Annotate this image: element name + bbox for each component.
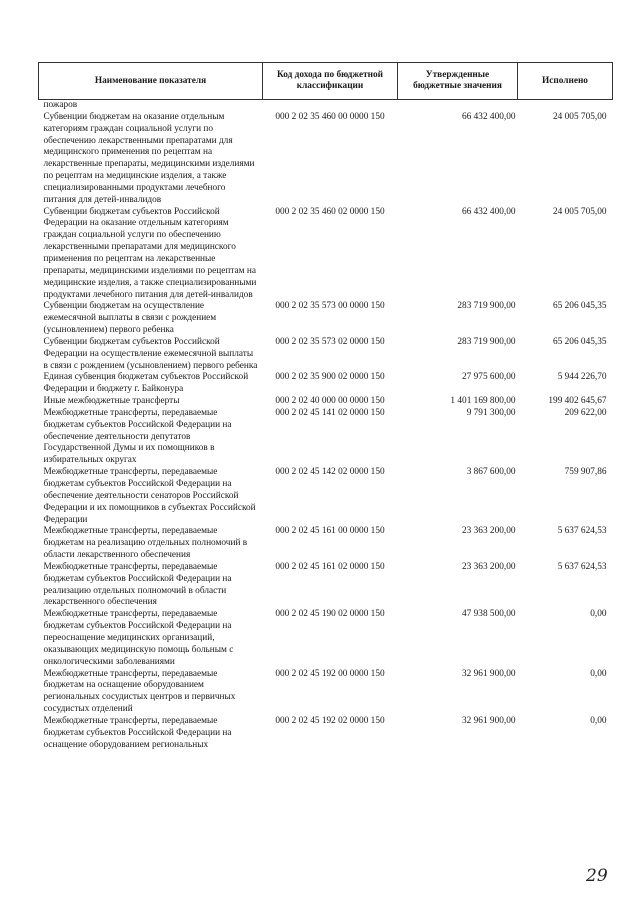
- row-approved-cell: 9 791 300,00: [466, 407, 516, 418]
- row-name-cell: Межбюджетные трансферты, передаваемые бюджетам на оснащение оборудованием региональных сосудистых центров и первичных сосудистых отделений: [43, 668, 236, 715]
- row-approved-cell: 47 938 500,00: [462, 609, 516, 620]
- row-code-cell: 000 2 02 45 161 02 0000 150: [275, 561, 385, 572]
- row-executed-cell: 209 622,00: [564, 407, 607, 418]
- row-approved-cell: 32 961 900,00: [462, 715, 516, 726]
- row-name-cell: Межбюджетные трансферты, передаваемые бюджетам субъектов Российской Федерации на переоснащение медицинских организаций, оказывающих медицинскую помощь больным с онкологическими заболеваниями: [43, 609, 234, 667]
- row-approved-cell: 283 719 900,00: [457, 301, 516, 312]
- table-row: [39, 562, 613, 609]
- row-approved-cell: 66 432 400,00: [462, 206, 516, 217]
- header-code: Код дохода по бюджетной классификации: [263, 63, 398, 100]
- row-executed-cell: 5 637 624,53: [557, 526, 607, 537]
- table-row: [39, 100, 613, 112]
- row-executed-cell: 65 206 045,35: [553, 336, 607, 347]
- table-row: [39, 337, 613, 373]
- row-name-cell: Межбюджетные трансферты, передаваемые бюджетам субъектов Российской Федерации на реализацию отдельных полномочий в области лекарственного обеспечения: [43, 561, 232, 608]
- table-row: [39, 372, 613, 396]
- row-name-cell: Единая субвенция бюджетам субъектов Российской Федерации и бюджету г. Байконура: [43, 372, 249, 395]
- row-code-cell: 000 2 02 35 573 02 0000 150: [275, 336, 385, 347]
- table-row: [39, 396, 613, 408]
- row-approved-cell: 23 363 200,00: [462, 526, 516, 537]
- row-code-cell: 000 2 02 40 000 00 0000 150: [275, 396, 385, 407]
- row-name-cell: Субвенции бюджетам на осуществление ежемесячной выплаты в связи с рождением (усыновлением) первого ребенка: [43, 301, 217, 336]
- row-name-cell: пожаров: [43, 100, 78, 110]
- row-code-cell: 000 2 02 45 190 02 0000 150: [275, 609, 385, 620]
- row-code-cell: 000 2 02 35 900 02 0000 150: [275, 372, 385, 383]
- row-executed-cell: 759 907,86: [564, 467, 607, 478]
- row-executed-cell: 0,00: [590, 715, 607, 726]
- row-executed-cell: 199 402 645,67: [548, 396, 607, 407]
- table-row: [39, 716, 613, 752]
- header-name: Наименование показателя: [39, 63, 263, 100]
- row-approved-cell: 1 401 169 800,00: [450, 396, 516, 407]
- table-row: [39, 467, 613, 526]
- table-row: [39, 301, 613, 337]
- row-approved-cell: 27 975 600,00: [462, 372, 516, 383]
- table-row: [39, 609, 613, 668]
- table-header: [39, 63, 613, 100]
- table-row: [39, 669, 613, 716]
- row-executed-cell: 5 944 226,70: [557, 372, 607, 383]
- row-executed-cell: 65 206 045,35: [553, 301, 607, 312]
- header-approved: Утвержденные бюджетные значения: [398, 63, 518, 100]
- row-name-cell: Субвенции бюджетам на оказание отдельным категориям граждан социальной услуги по обеспечению лекарственными препаратами для медицинского применения по рецептам на лекарственные препараты, медицинскими изделиями по рецептам на медицинские изделия, а также специализированными продуктами лечебного питания для детей-инвалидов: [43, 111, 255, 205]
- row-code-cell: 000 2 02 35 460 02 0000 150: [275, 206, 385, 217]
- table-row: [39, 112, 613, 207]
- table-row: [39, 207, 613, 302]
- row-approved-cell: 283 719 900,00: [457, 336, 516, 347]
- row-executed-cell: 24 005 705,00: [553, 111, 607, 122]
- row-approved-cell: 3 867 600,00: [466, 467, 516, 478]
- row-name-cell: Межбюджетные трансферты, передаваемые бюджетам субъектов Российской Федерации на оснащение оборудованием региональных: [43, 715, 232, 750]
- row-approved-cell: 66 432 400,00: [462, 111, 516, 122]
- row-code-cell: 000 2 02 45 142 02 0000 150: [275, 467, 385, 478]
- row-executed-cell: 0,00: [590, 668, 607, 679]
- row-executed-cell: 0,00: [590, 609, 607, 620]
- row-code-cell: 000 2 02 45 192 00 0000 150: [275, 668, 385, 679]
- row-executed-cell: 24 005 705,00: [553, 206, 607, 217]
- row-name-cell: Межбюджетные трансферты, передаваемые бюджетам субъектов Российской Федерации на обеспечение деятельности сенаторов Российской Федерации и их помощников в субъектах Российской Федерации: [43, 467, 256, 525]
- row-code-cell: 000 2 02 35 573 00 0000 150: [275, 301, 385, 312]
- row-executed-cell: 5 637 624,53: [557, 561, 607, 572]
- table-row: [39, 526, 613, 562]
- row-code-cell: 000 2 02 45 161 00 0000 150: [275, 526, 385, 537]
- row-approved-cell: 23 363 200,00: [462, 561, 516, 572]
- row-code-cell: 000 2 02 35 460 00 0000 150: [275, 111, 385, 122]
- table-body: [39, 100, 613, 752]
- row-executed-cell: [518, 100, 613, 112]
- page-number: 29: [586, 866, 608, 886]
- budget-table: [38, 62, 613, 751]
- row-code-cell: 000 2 02 45 192 02 0000 150: [275, 715, 385, 726]
- row-name-cell: Иные межбюджетные трансферты: [43, 396, 180, 407]
- row-name-cell: Межбюджетные трансферты, передаваемые бюджетам субъектов Российской Федерации на обеспечение деятельности депутатов Государственной Думы и их помощников в избирательных округах: [43, 407, 232, 466]
- header-executed: Исполнено: [518, 63, 613, 100]
- row-name-cell: Субвенции бюджетам субъектов Российской Федерации на осуществление ежемесячной выплаты в связи с рождением (усыновлением) первого ребенка: [43, 336, 258, 371]
- row-code-cell: 000 2 02 45 141 02 0000 150: [275, 407, 385, 418]
- table-row: [39, 408, 613, 467]
- row-name-cell: Субвенции бюджетам субъектов Российской Федерации на оказание отдельным категориям граждан социальной услуги по обеспечению лекарственными препаратами для медицинского применения по рецептам на лекарственные препараты, медицинскими изделиями по рецептам на медицинские изделия, а также специализированными продуктами лечебного питания для детей-инвалидов: [43, 206, 257, 300]
- row-approved-cell: [398, 100, 518, 112]
- row-name-cell: Межбюджетные трансферты, передаваемые бюджетам на реализацию отдельных полномочий в области лекарственного обеспечения: [43, 526, 248, 561]
- row-code-cell: [263, 100, 398, 112]
- row-approved-cell: 32 961 900,00: [462, 668, 516, 679]
